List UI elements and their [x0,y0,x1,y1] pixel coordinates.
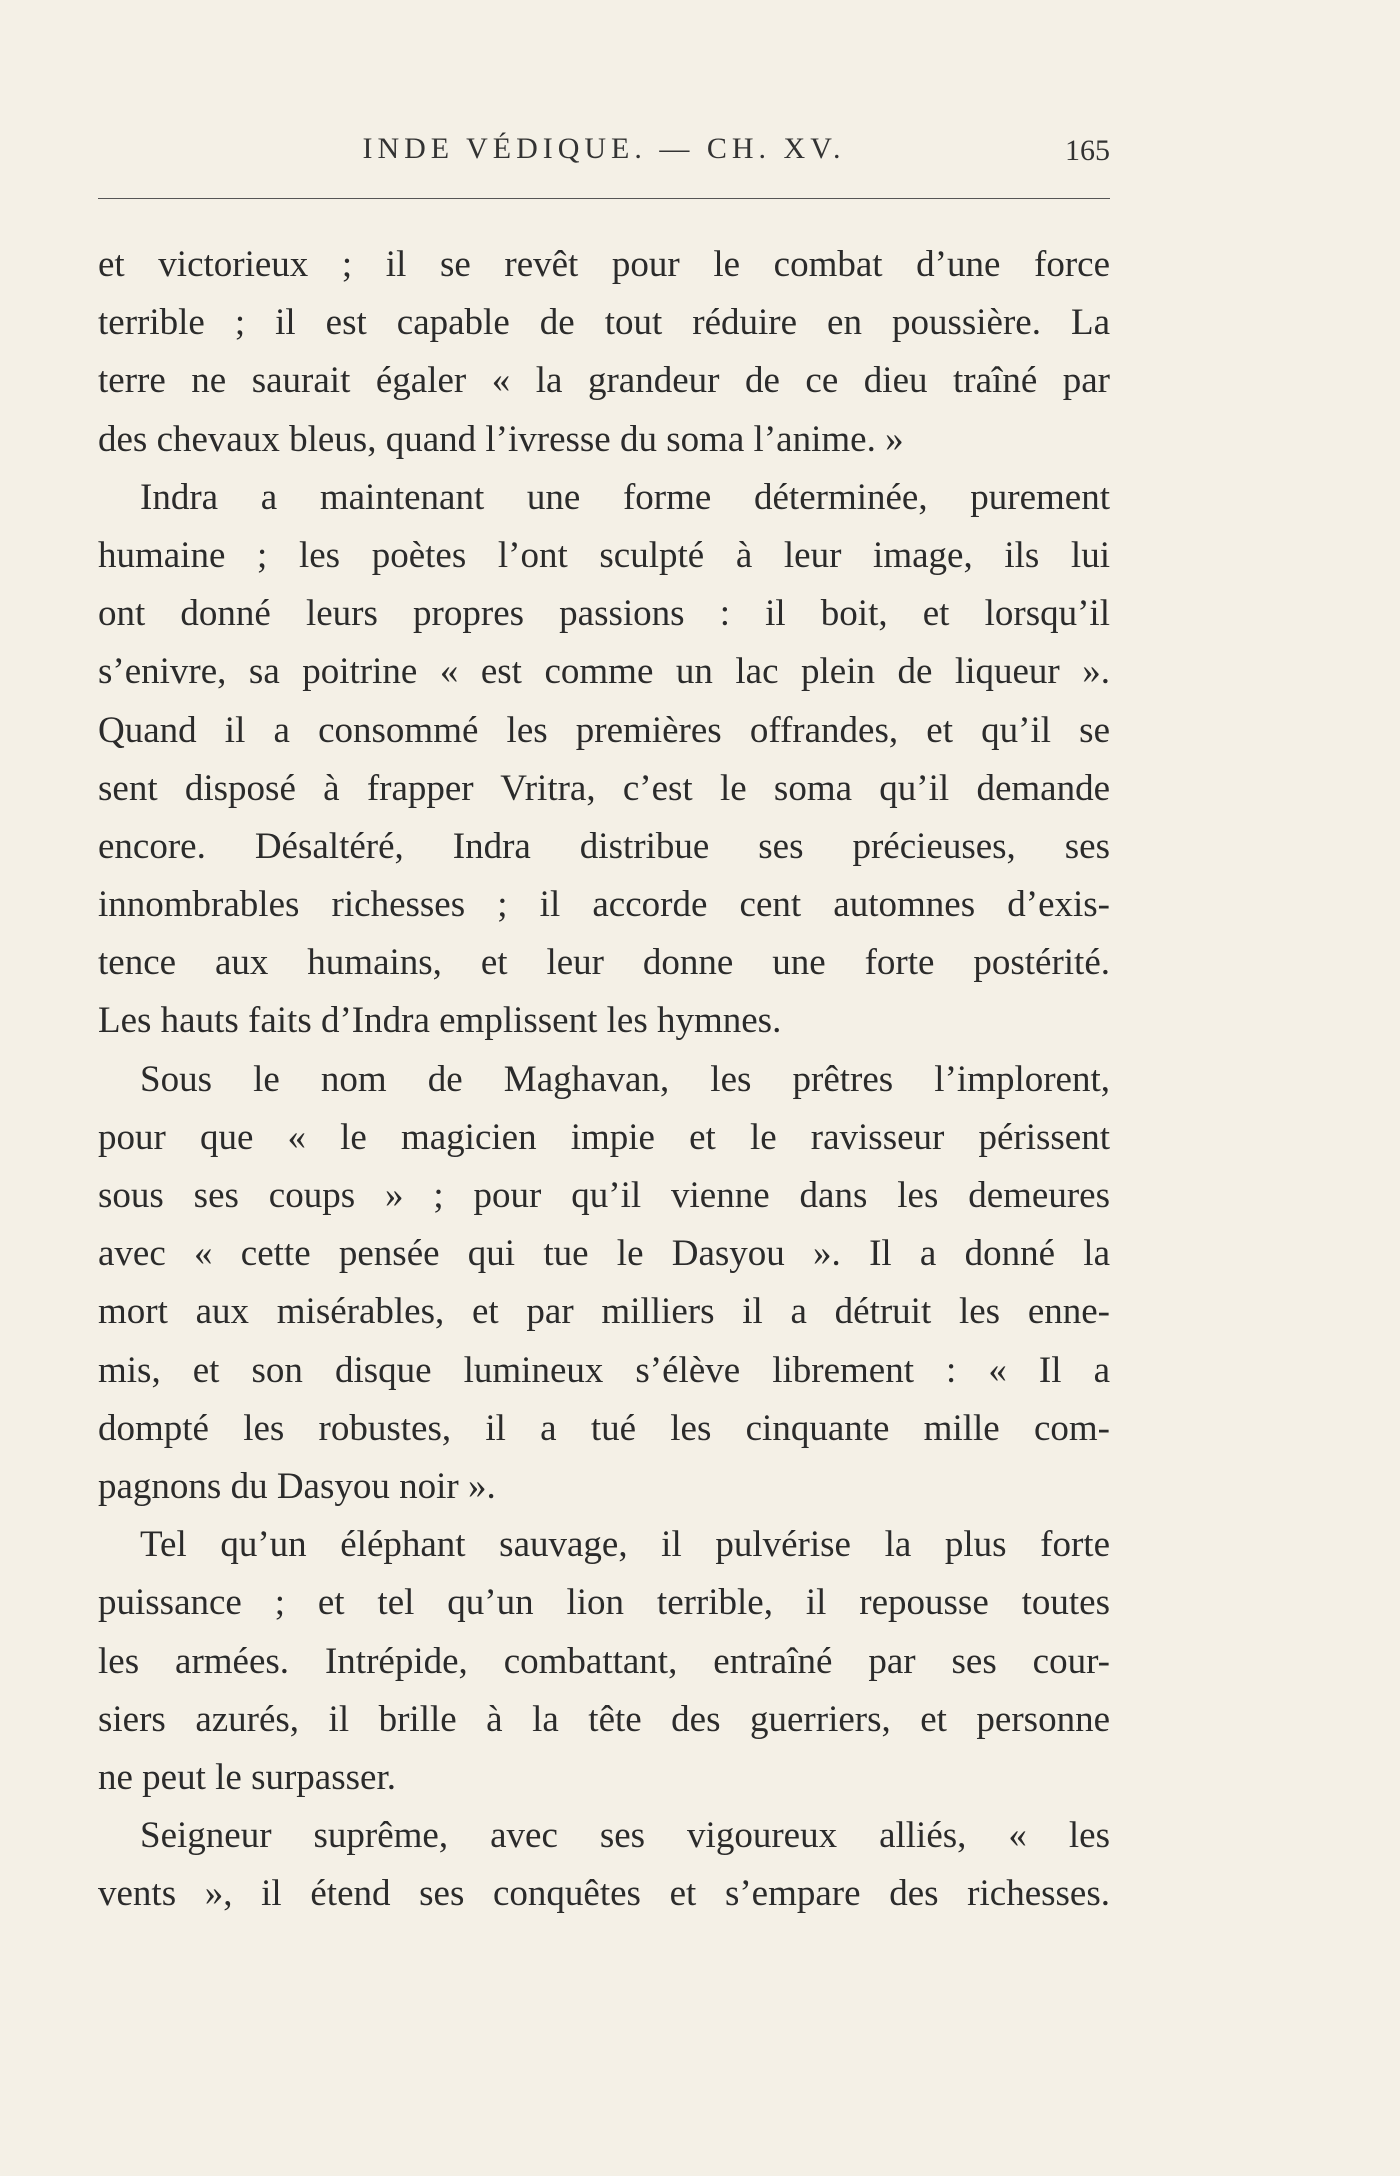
text-line: siers azurés, il brille à la tête des guerriers, et personne [98,1698,1110,1740]
text-line: et victorieux ; il se revêt pour le combat d’une force [98,244,1110,285]
text-line: terre ne saurait égaler « la grandeur de ce dieu traîné par [98,360,1110,402]
text-line: ont donné leurs propres passions : il boit, et lorsqu’il [98,593,1110,635]
paragraph-first-line: Sous le nom de Maghavan, les prêtres l’implorent, [140,1058,1110,1100]
text-line: ne peut le surpasser. [98,1756,396,1798]
paragraph-first-line: Tel qu’un éléphant sauvage, il pulvérise la plus forte [140,1524,1110,1566]
text-line: mort aux misérables, et par milliers il a détruit les enne- [98,1291,1110,1333]
text-line: des chevaux bleus, quand l’ivresse du soma l’anime. » [98,418,904,460]
text-line: sent disposé à frapper Vritra, c’est le soma qu’il demande [98,767,1110,809]
text-line: encore. Désaltéré, Indra distribue ses précieuses, ses [98,825,1110,867]
text-line: Les hauts faits d’Indra emplissent les hymnes. [98,1000,782,1042]
text-line: humaine ; les poètes l’ont sculpté à leur image, ils lui [98,534,1110,576]
text-line: vents », il étend ses conquêtes et s’empare des richesses. [98,1873,1110,1915]
text-line: avec « cette pensée qui tue le Dasyou ». Il a donné la [98,1233,1110,1275]
running-title: INDE VÉDIQUE. — CH. XV. [362,132,846,165]
page-number: 165 [1065,134,1110,167]
paragraph-first-line: Indra a maintenant une forme déterminée, purement [140,476,1110,518]
text-line: Quand il a consommé les premières offrandes, et qu’il se [98,709,1110,751]
running-head [98,132,1110,182]
text-line: pour que « le magicien impie et le ravisseur périssent [98,1116,1110,1158]
text-line: tence aux humains, et leur donne une forte postérité. [98,942,1110,984]
header-rule [98,198,1110,199]
text-line: mis, et son disque lumineux s’élève librement : « Il a [98,1349,1110,1391]
text-line: dompté les robustes, il a tué les cinquante mille com- [98,1407,1110,1449]
text-line: s’enivre, sa poitrine « est comme un lac plein de liqueur ». [98,651,1110,693]
body-text [98,236,1110,1923]
paragraph-first-line: Seigneur suprême, avec ses vigoureux alliés, « les [140,1815,1110,1857]
text-line: innombrables richesses ; il accorde cent automnes d’exis- [98,884,1110,926]
text-line: sous ses coups » ; pour qu’il vienne dans les demeures [98,1175,1110,1216]
text-line: terrible ; il est capable de tout réduire en poussière. La [98,302,1110,344]
text-line: puissance ; et tel qu’un lion terrible, il repousse toutes [98,1582,1110,1624]
text-line: pagnons du Dasyou noir ». [98,1465,496,1507]
text-line: les armées. Intrépide, combattant, entraîné par ses cour- [98,1640,1110,1682]
